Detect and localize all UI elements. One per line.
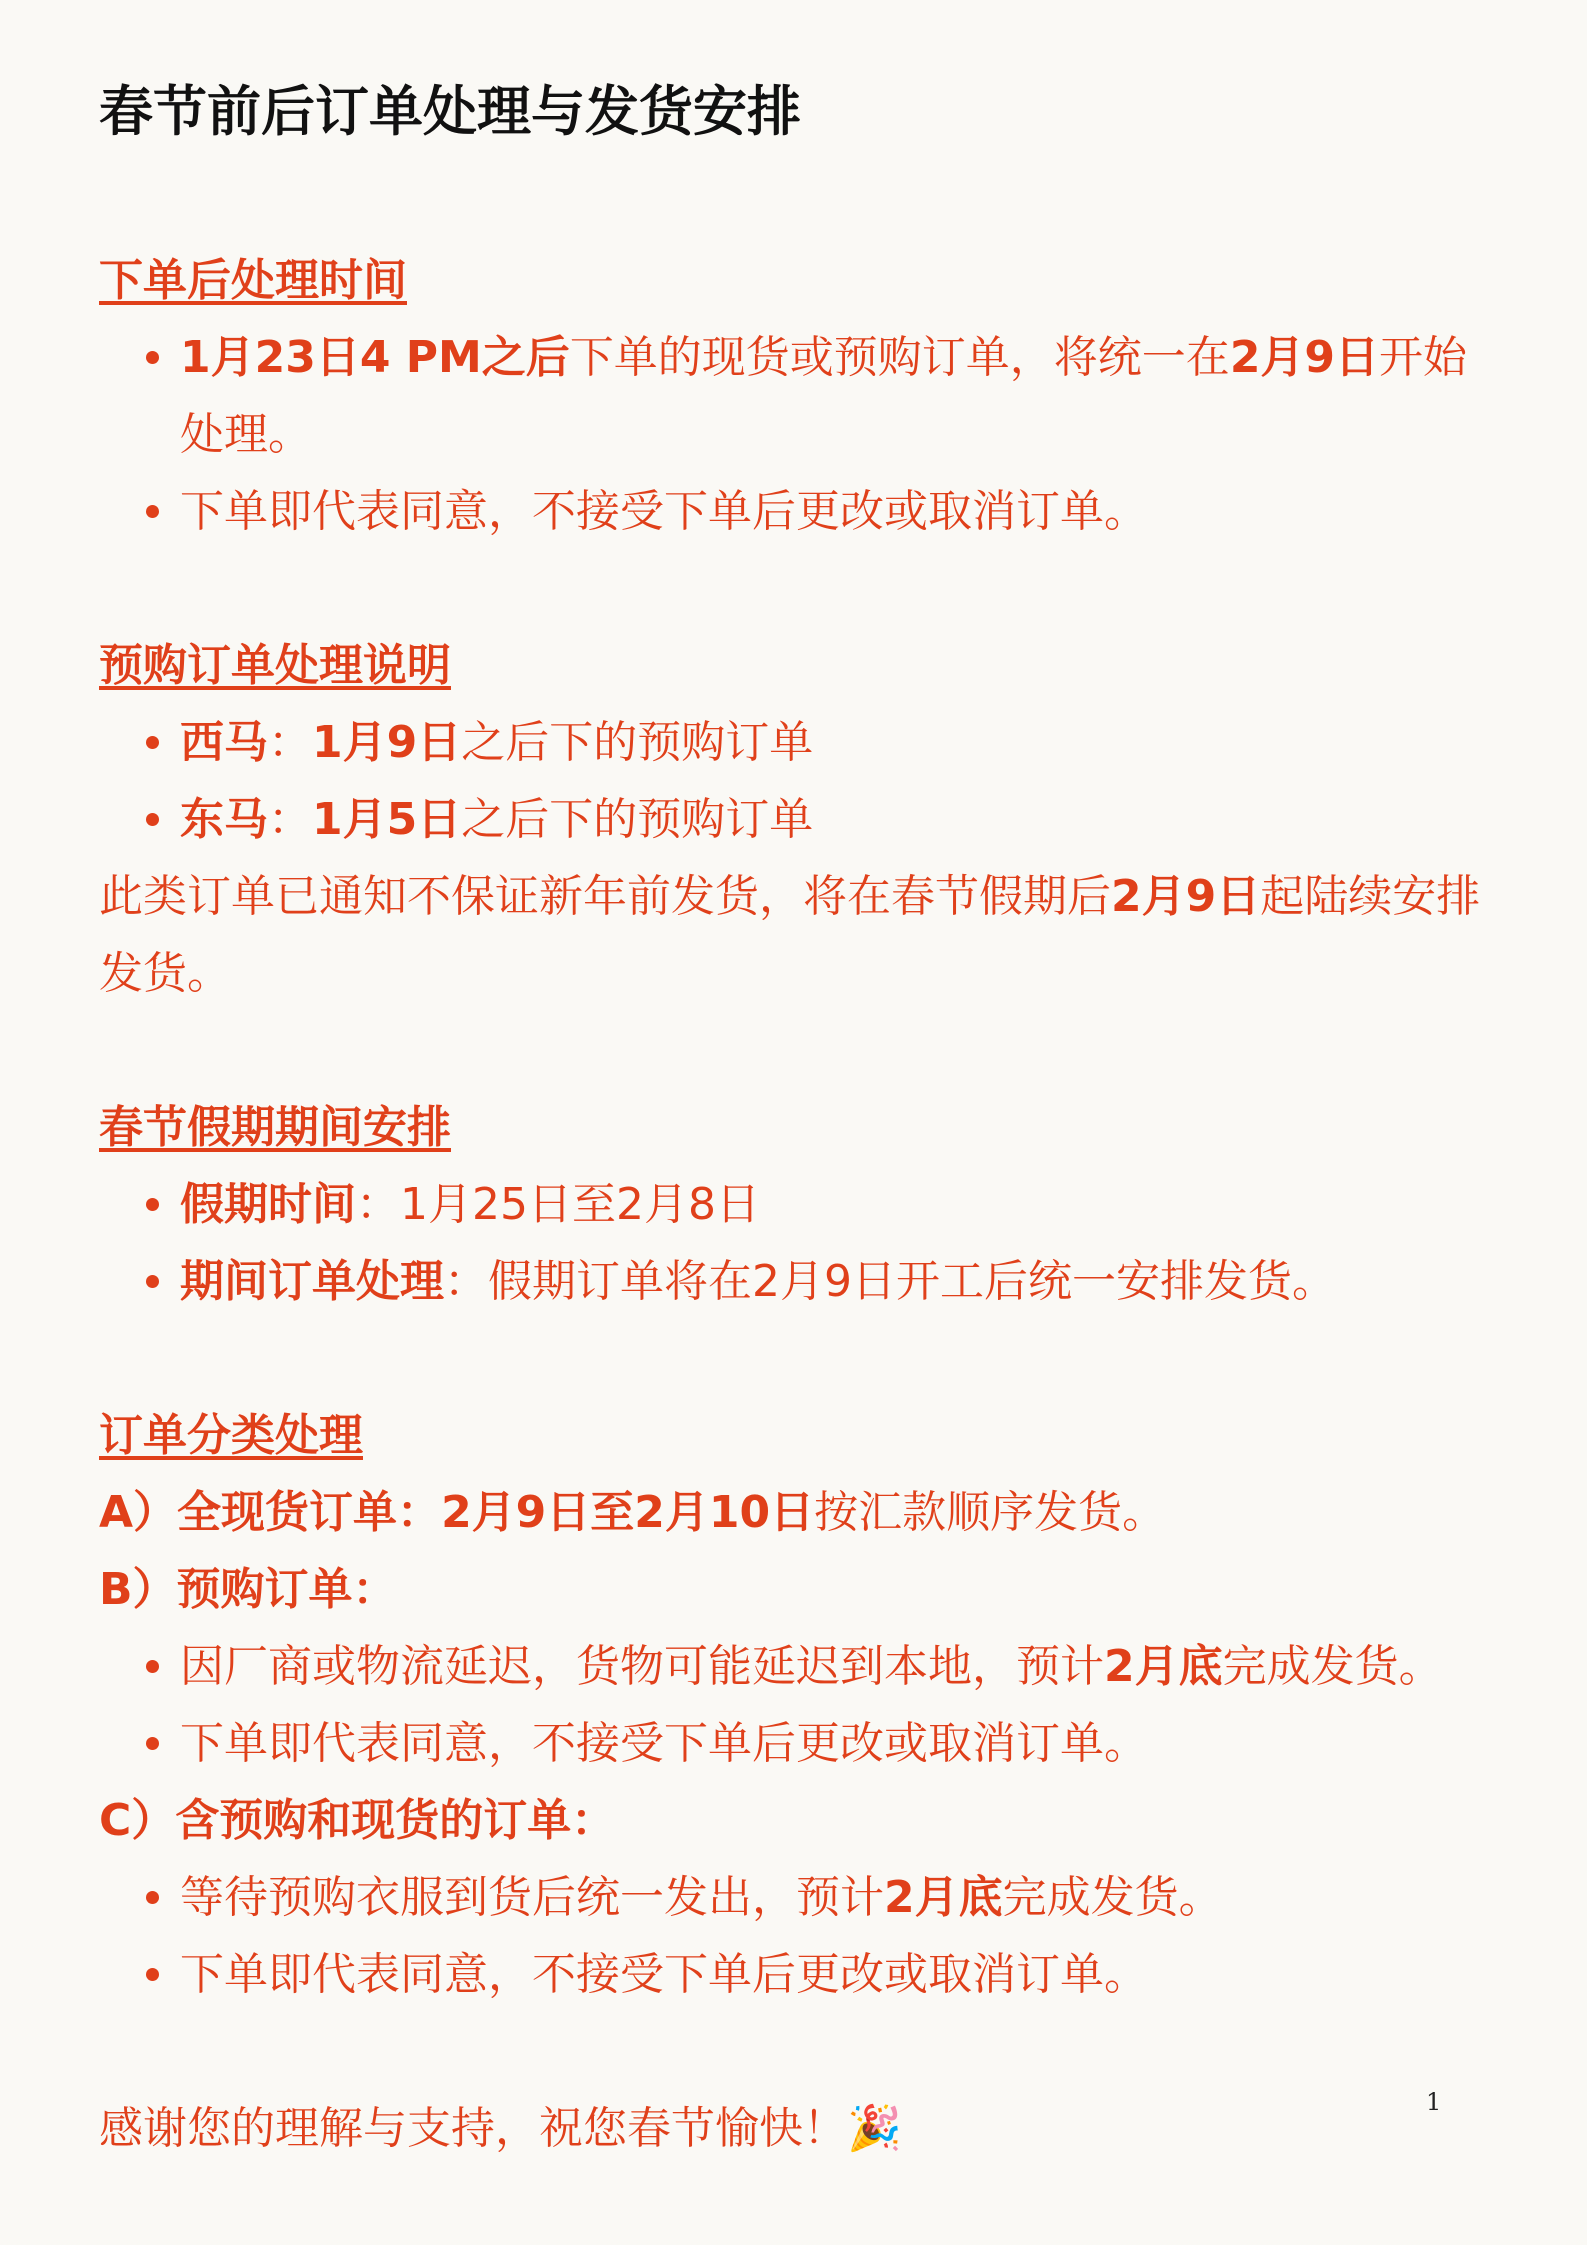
text: 完成发货。 [1222,1641,1443,1692]
text: 感谢您的理解与支持，祝您春节愉快！ [99,2103,847,2154]
bold-text: 2月9日至2月10日 [441,1487,815,1538]
list-item: 下单即代表同意，不接受下单后更改或取消订单。 [180,473,1494,550]
text: 开始处理。 [180,332,1468,460]
bold-text: 1月23日4 PM之后 [180,332,570,383]
label: C）含预购和现货的订单： [99,1795,616,1846]
text: 1月25日至2月8日 [400,1179,760,1230]
text: 等待预购衣服到货后统一发出，预计 [180,1872,884,1923]
list-item [180,319,1494,473]
preorder-note [99,858,1494,1012]
preorder-list [99,704,1494,858]
section-heading-preorder: 预购订单处理说明 [99,640,451,691]
list-item [180,1243,1494,1320]
text: 按汇款顺序发货。 [814,1487,1167,1538]
order-type-b [99,1551,1494,1628]
processing-time-list [99,319,1494,550]
bold-text: 2月9日 [1229,332,1380,383]
order-type-a [99,1474,1494,1551]
bold-text: 2月底 [1104,1641,1223,1692]
order-type-c-list [99,1859,1494,2013]
text: 完成发货。 [1002,1872,1223,1923]
label: 东马 [180,794,268,845]
list-item: 下单即代表同意，不接受下单后更改或取消订单。 [180,1936,1494,2013]
list-item: 下单即代表同意，不接受下单后更改或取消订单。 [180,1705,1494,1782]
text: ： [268,794,312,845]
list-item [180,1628,1494,1705]
text: 之后下的预购订单 [461,794,814,845]
bold-text: 2月9日 [1111,871,1261,922]
list-item [180,1166,1494,1243]
bold-text: 1月5日 [312,794,462,845]
text: 下单的现货或预购订单，将统一在 [569,332,1230,383]
order-type-b-list [99,1628,1494,1782]
list-item [180,781,1494,858]
list-item [180,704,1494,781]
text: 之后下的预购订单 [461,717,814,768]
text: 此类订单已通知不保证新年前发货，将在春节假期后 [99,871,1111,922]
section-heading-processing-time: 下单后处理时间 [99,255,407,306]
holiday-list [99,1166,1494,1320]
text: 假期订单将在2月9日开工后统一安排发货。 [488,1256,1336,1307]
closing-message [99,2090,1494,2167]
bold-text: 1月9日 [312,717,462,768]
text: 因厂商或物流延迟，货物可能延迟到本地，预计 [180,1641,1104,1692]
section-heading-holiday: 春节假期期间安排 [99,1102,451,1153]
page-title: 春节前后订单处理与发货安排 [99,80,801,143]
list-item [180,1859,1494,1936]
label: 假期时间 [180,1179,356,1230]
text: ： [356,1179,400,1230]
section-heading-order-types: 订单分类处理 [99,1410,363,1461]
label: 期间订单处理 [180,1256,444,1307]
text: ： [268,717,312,768]
label: 西马 [180,717,268,768]
bold-text: 2月底 [884,1872,1003,1923]
order-type-c [99,1782,1494,1859]
page-number: 1 [1426,2088,1442,2116]
text: ： [444,1256,488,1307]
label: B）预购订单： [99,1564,397,1615]
party-popper-icon: 🎉 [847,2103,902,2154]
document-body [99,242,1494,2167]
text: 起陆续安排发货。 [99,871,1481,999]
label: A）全现货订单： [99,1487,442,1538]
